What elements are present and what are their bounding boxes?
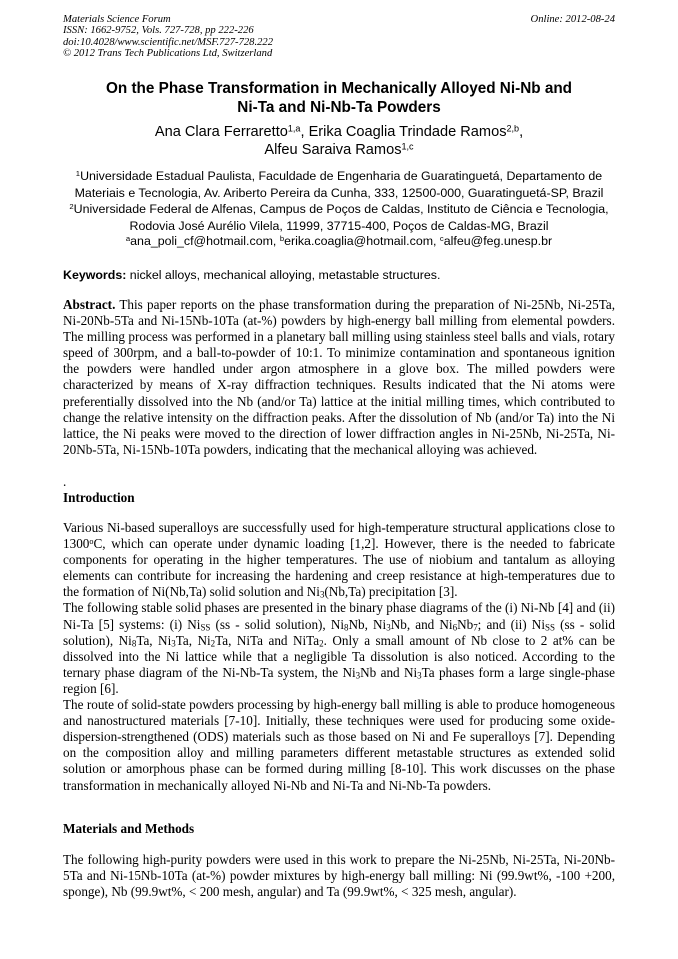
- text-run: (ss - solid solution), Ni: [63, 616, 615, 648]
- affiliations: [63, 168, 615, 234]
- stray-period: .: [63, 474, 67, 489]
- email-link[interactable]: ana_poli_cf@hotmail.com: [130, 234, 273, 248]
- paragraph: The following high-purity powders were used in this work to prepare the Ni-25Nb, Ni-25Ta, Ni-20Nb-5Ta and Ni-15Nb-10Ta (at-%) powder mixtures by high-energy ball milling: Ni (99.9wt%, -100 +200, sponge), Nb (99.9wt%, < 200 mesh, angular) and Ta (99.9wt%, < 325 mesh, angular).: [63, 852, 615, 900]
- keywords-label: Keywords:: [63, 268, 127, 282]
- journal-name: Materials Science Forum: [63, 14, 171, 25]
- title-line-2: Ni-Ta and Ni-Nb-Ta Powders: [237, 98, 441, 116]
- text-run: Various Ni-based superalloys are successfully used for high-temperature structural applications close to 1300: [63, 520, 615, 552]
- text-run: ; and (ii) Ni: [477, 616, 545, 632]
- subscript: 8: [344, 621, 349, 632]
- email-sup: b: [279, 234, 285, 244]
- author-sup: 2,b: [506, 123, 520, 134]
- subscript: SS: [200, 621, 211, 632]
- author-separator: ,: [300, 124, 309, 140]
- text-run: Ta phases form a large single-phase region [6].: [63, 664, 615, 696]
- journal-header: [63, 14, 615, 60]
- text-run: Nb: [457, 616, 474, 632]
- text-run: Nb, Ni: [348, 616, 387, 632]
- text-run: Ta, Ni: [175, 632, 211, 648]
- abstract-label: Abstract.: [63, 297, 116, 312]
- introduction-body: [63, 520, 615, 794]
- abstract: [63, 297, 615, 458]
- author-list: [63, 124, 615, 159]
- text-run: The following stable solid phases are presented in the binary phase diagrams of the (i) Ni-Nb [4] and (ii) Ni-Ta [5] systems: (i) Ni: [63, 600, 615, 632]
- abstract-text: This paper reports on the phase transformation during the preparation of Ni-25Nb, Ni-25Ta, Ni-20Nb-5Ta and Ni-15Nb-10Ta (at-%) powders by high-energy ball milling from elemental powders. The milling process was performed in a planetary ball milling using stainless steel balls and vials, rotary speed of 300rpm, and a ball-to-powder of 10:1. To minimize contamination and spontaneous ignition the powders were handled under argon atmosphere in a glove box. The milled powders were characterized by means of X-ray diffraction techniques. Results indicated that the Ni atoms were preferentially dissolved into the Nb (and/or Ta) lattice at the initial milling times, which contributed to change the relative intensity on the diffraction peaks. After the dissolution of Nb (and/or Ta) into the Ni lattice, the Ni peaks were moved to the direction of lower diffraction angles in Ni-25Nb, Ni-25Ta, Ni-20Nb-5Ta, Ni-15Nb-10Ta powders, indicating that the mechanical alloying was achieved.: [63, 297, 615, 457]
- paragraph: [63, 520, 615, 600]
- section-heading-methods: Materials and Methods: [63, 821, 195, 836]
- subscript: 3: [355, 670, 361, 681]
- paragraph: [63, 600, 615, 697]
- email-sup: a: [125, 234, 131, 244]
- email-separator: ,: [433, 234, 440, 248]
- text-run: Ta, NiTa and NiTa: [215, 632, 320, 648]
- paper-title: [63, 80, 615, 117]
- email-separator: ,: [272, 234, 280, 248]
- text-run: (ss - solid solution), Ni: [210, 616, 345, 632]
- doi-line: doi:10.4028/www.scientific.net/MSF.727-728.222: [63, 36, 273, 48]
- degree-sup: o: [89, 537, 94, 547]
- copyright-line: © 2012 Trans Tech Publications Ltd, Switzerland: [63, 48, 273, 60]
- affiliation-text: Materiais e Tecnologia, Av. Ariberto Pereira da Cunha, 333, 12500-000, Guaratinguetá-SP, Brazil: [74, 185, 604, 200]
- author-name: Ana Clara Ferraretto: [154, 124, 288, 140]
- subscript: 3: [171, 638, 176, 648]
- title-line-1: On the Phase Transformation in Mechanically Alloyed Ni-Nb and: [105, 80, 573, 97]
- affiliation-sup: 2: [69, 202, 74, 212]
- email-link[interactable]: erika.coaglia@hotmail.com: [284, 234, 434, 248]
- section-heading-introduction: Introduction: [63, 490, 135, 505]
- keywords-text: nickel alloys, mechanical alloying, metastable structures.: [126, 268, 441, 282]
- keywords: [63, 268, 615, 283]
- author-name: Alfeu Saraiva Ramos: [264, 141, 402, 158]
- author-sup: 1,c: [401, 141, 414, 152]
- email-sup: c: [439, 234, 444, 244]
- subscript: 3: [386, 621, 391, 632]
- affiliation-text: Universidade Federal de Alfenas, Campus de Poços de Caldas, Instituto de Ciência e Tecnologia,: [73, 202, 609, 217]
- subscript: 3: [319, 589, 325, 600]
- affiliation-text: Rodovia José Aurélio Vilela, 11999, 37715-400, Poços de Caldas-MG, Brazil: [129, 218, 549, 233]
- text-run: Nb and Ni: [360, 664, 418, 680]
- subscript: 6: [452, 621, 458, 632]
- subscript: 2: [319, 638, 324, 648]
- issn-line: ISSN: 1662-9752, Vols. 727-728, pp 222-226: [63, 25, 254, 37]
- online-date: Online: 2012-08-24: [530, 14, 615, 25]
- author-name: Erika Coaglia Trindade Ramos: [308, 124, 507, 140]
- subscript: 2: [210, 638, 216, 648]
- text-run: Ta, Ni: [136, 632, 172, 648]
- text-run: (Nb,Ta) precipitation [3].: [324, 584, 458, 600]
- author-emails: [63, 234, 615, 249]
- subscript: SS: [545, 621, 555, 632]
- subscript: 7: [473, 621, 478, 632]
- affiliation-text: Universidade Estadual Paulista, Faculdade de Engenharia de Guaratinguetá, Departamento de: [80, 169, 603, 183]
- subscript: 8: [131, 638, 137, 648]
- affiliation-sup: 1: [75, 169, 81, 179]
- text-run: C, which can operate under dynamic loading [1,2]. However, there is the needed to fabricate components for operating in the higher temperatures. The use of niobium and tantalum as alloying elements can contribute for increasing the hardening and creep resistance at high-temperatures due to the formation of Ni(Nb,Ta) solid solution and Ni: [63, 536, 615, 600]
- methods-body: [63, 852, 615, 900]
- author-separator: ,: [519, 124, 524, 140]
- text-run: Nb, and Ni: [390, 616, 453, 632]
- author-sup: 1,a: [287, 123, 301, 134]
- subscript: 3: [417, 670, 422, 681]
- text-run: . Only a small amount of Nb close to 2 at% can be dissolved into the Ni lattice while that a negligible Ta dissolution is also noticed. According to the ternary phase diagram of the Ni-Nb-Ta system, the Ni: [63, 632, 615, 680]
- email-link[interactable]: alfeu@feg.unesp.br: [443, 234, 553, 248]
- paragraph: The route of solid-state powders processing by high-energy ball milling is able to produce homogeneous and nanostructured materials [7-10]. Initially, these techniques were used for producing some oxide-dispersion-strengthened (ODS) materials such as those based on Ni and Fe superalloys [7]. Depending on the composition alloy and milling parameters different metastable structures as extended solid solution or amorphous phase can be formed during milling [8-10]. This work discusses on the phase transformation in mechanically alloyed Ni-Nb and Ni-Ta and Ni-Nb-Ta powders.: [63, 697, 615, 793]
